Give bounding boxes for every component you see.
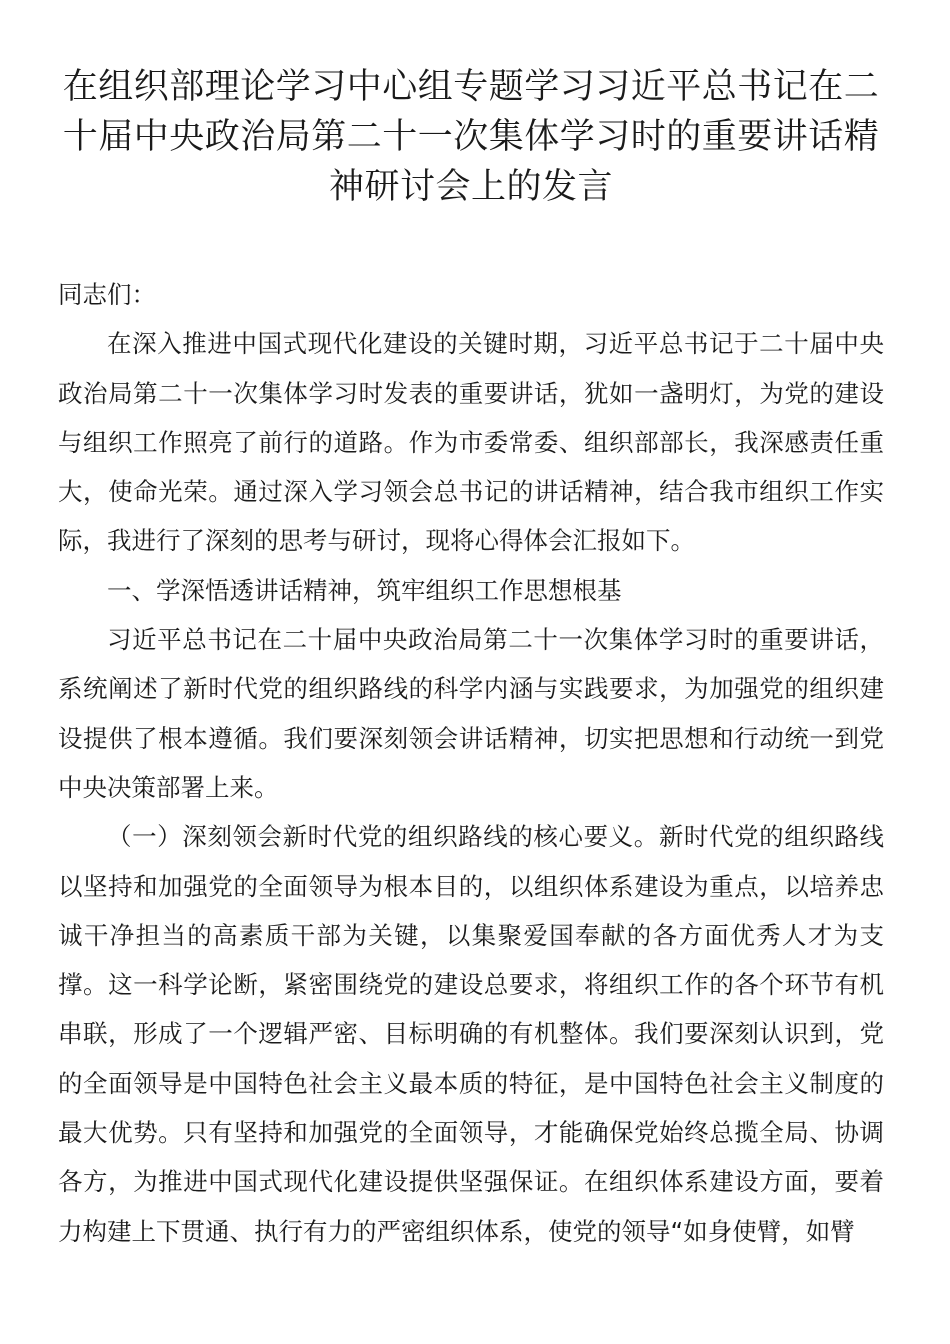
paragraph-intro: 在深入推进中国式现代化建设的关键时期，习近平总书记于二十届中央政治局第二十一次集体学习时发表的重要讲话，犹如一盏明灯，为党的建设与组织工作照亮了前行的道路。作为市委常委、组织部部长，我深感责任重大，使命光荣。通过深入学习领会总书记的讲话精神，结合我市组织工作实际，我进行了深刻的思考与研讨，现将心得体会汇报如下。 (58, 329, 884, 556)
salutation: 同志们： (58, 280, 156, 309)
paragraph-subsection-1: （一）深刻领会新时代党的组织路线的核心要义。新时代党的组织路线以坚持和加强党的全面领导为根本目的，以组织体系建设为重点，以培养忠诚干净担当的高素质干部为关键，以集聚爱国奉献的各方面优秀人才为支撑。这一科学论断，紧密围绕党的建设总要求，将组织工作的各个环节有机串联，形成了一个逻辑严密、目标明确的有机整体。我们要深刻认识到，党的全面领导是中国特色社会主义最本质的特征，是中国特色社会主义制度的最大优势。只有坚持和加强党的全面领导，才能确保党始终总揽全局、协调各方，为推进中国式现代化建设提供坚强保证。在组织体系建设方面，要着力构建上下贯通、执行有力的严密组织体系，使党的领导“如身使臂，如臂 (58, 822, 884, 1246)
document-page (58, 62, 884, 1256)
document-title: 在组织部理论学习中心组专题学习习近平总书记在二十届中央政治局第二十一次集体学习时的重要讲话精神研讨会上的发言 (62, 67, 880, 207)
paragraph-section-1: 习近平总书记在二十届中央政治局第二十一次集体学习时的重要讲话，系统阐述了新时代党的组织路线的科学内涵与实践要求，为加强党的组织建设提供了根本遵循。我们要深刻领会讲话精神，切实把思想和行动统一到党中央决策部署上来。 (58, 625, 884, 802)
section-heading-1: 一、学深悟透讲话精神，筑牢组织工作思想根基 (107, 575, 622, 605)
document-body (58, 270, 884, 1256)
